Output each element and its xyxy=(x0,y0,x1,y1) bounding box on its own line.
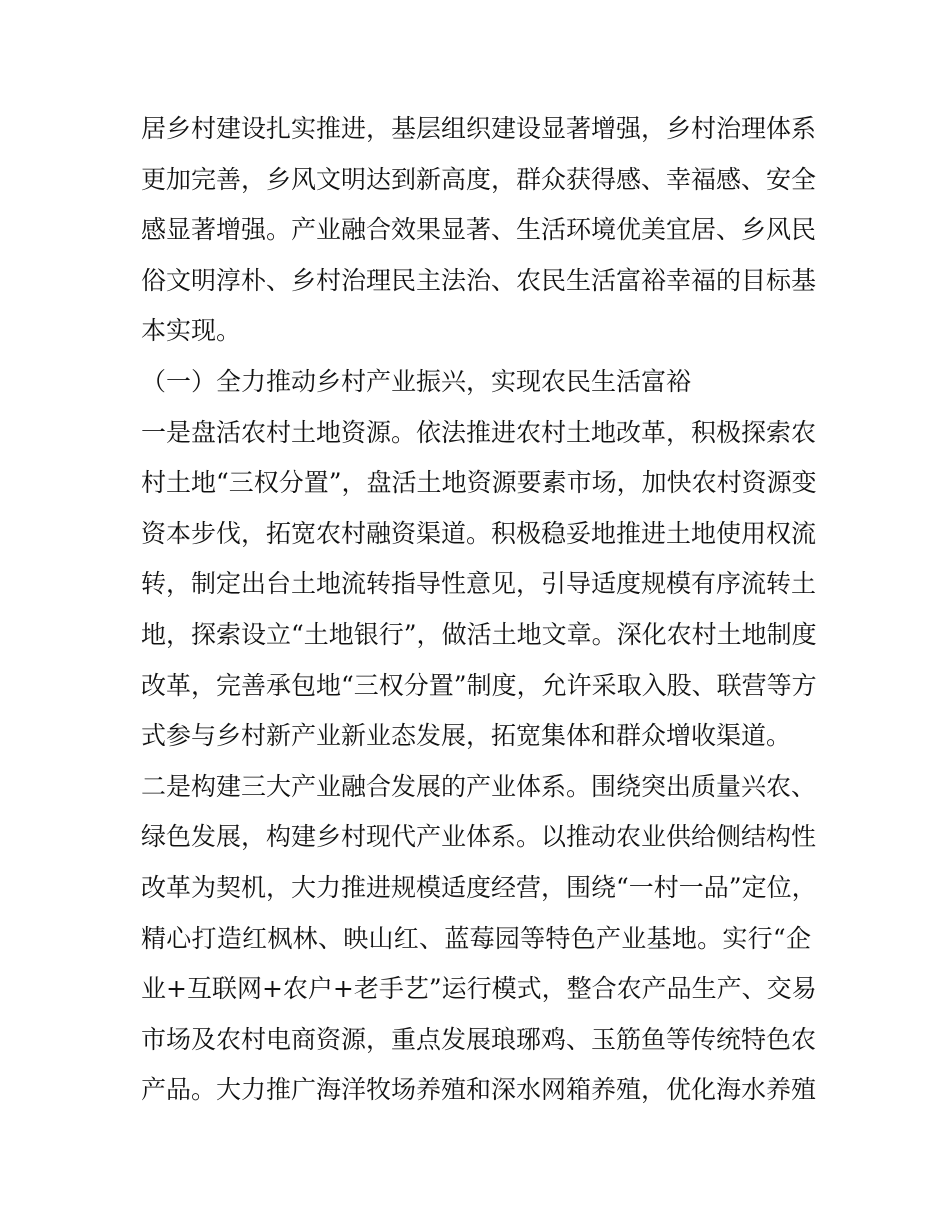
document-page xyxy=(141,104,817,1116)
text-line: 产品。大力推广海洋牧场养殖和深水网箱养殖，优化海水养殖 xyxy=(141,1075,817,1105)
text-line: 感显著增强。产业融合效果显著、生活环境优美宜居、乡风民 xyxy=(141,215,817,245)
text-line: 式参与乡村新产业新业态发展，拓宽集体和群众增收渠道。 xyxy=(141,721,792,751)
text-line: 本实现。 xyxy=(141,316,242,346)
text-line: 业+互联网+农户+老手艺”运行模式，整合农产品生产、交易 xyxy=(141,974,817,1004)
text-line: 更加完善，乡风文明达到新高度，群众获得感、幸福感、安全 xyxy=(141,164,817,194)
text-line: 改革，完善承包地“三权分置”制度，允许采取入股、联营等方 xyxy=(141,670,817,700)
text-line: 一是盘活农村土地资源。依法推进农村土地改革，积极探索农 xyxy=(141,417,817,447)
text-line: 精心打造红枫林、映山红、蓝莓园等特色产业基地。实行“企 xyxy=(141,923,811,953)
text-line: 改革为契机，大力推进规模适度经营，围绕“一村一品”定位， xyxy=(141,872,817,902)
text-line: 俗文明淳朴、乡村治理民主法治、农民生活富裕幸福的目标基 xyxy=(141,265,817,295)
text-line: 转，制定出台土地流转指导性意见，引导适度规模有序流转土 xyxy=(141,569,817,599)
text-line: 二是构建三大产业融合发展的产业体系。围绕突出质量兴农、 xyxy=(141,771,817,801)
section-heading: （一）全力推动乡村产业振兴，实现农民生活富裕 xyxy=(141,366,692,396)
text-line: 地，探索设立“土地银行”，做活土地文章。深化农村土地制度 xyxy=(141,619,817,649)
text-line: 村土地“三权分置”，盘活土地资源要素市场，加快农村资源变 xyxy=(141,468,817,498)
text-line: 资本步伐，拓宽农村融资渠道。积极稳妥地推进土地使用权流 xyxy=(141,518,817,548)
text-line: 居乡村建设扎实推进，基层组织建设显著增强，乡村治理体系 xyxy=(141,114,817,143)
text-line: 市场及农村电商资源，重点发展琅琊鸡、玉筋鱼等传统特色农 xyxy=(141,1024,817,1054)
text-line: 绿色发展，构建乡村现代产业体系。以推动农业供给侧结构性 xyxy=(141,822,817,852)
